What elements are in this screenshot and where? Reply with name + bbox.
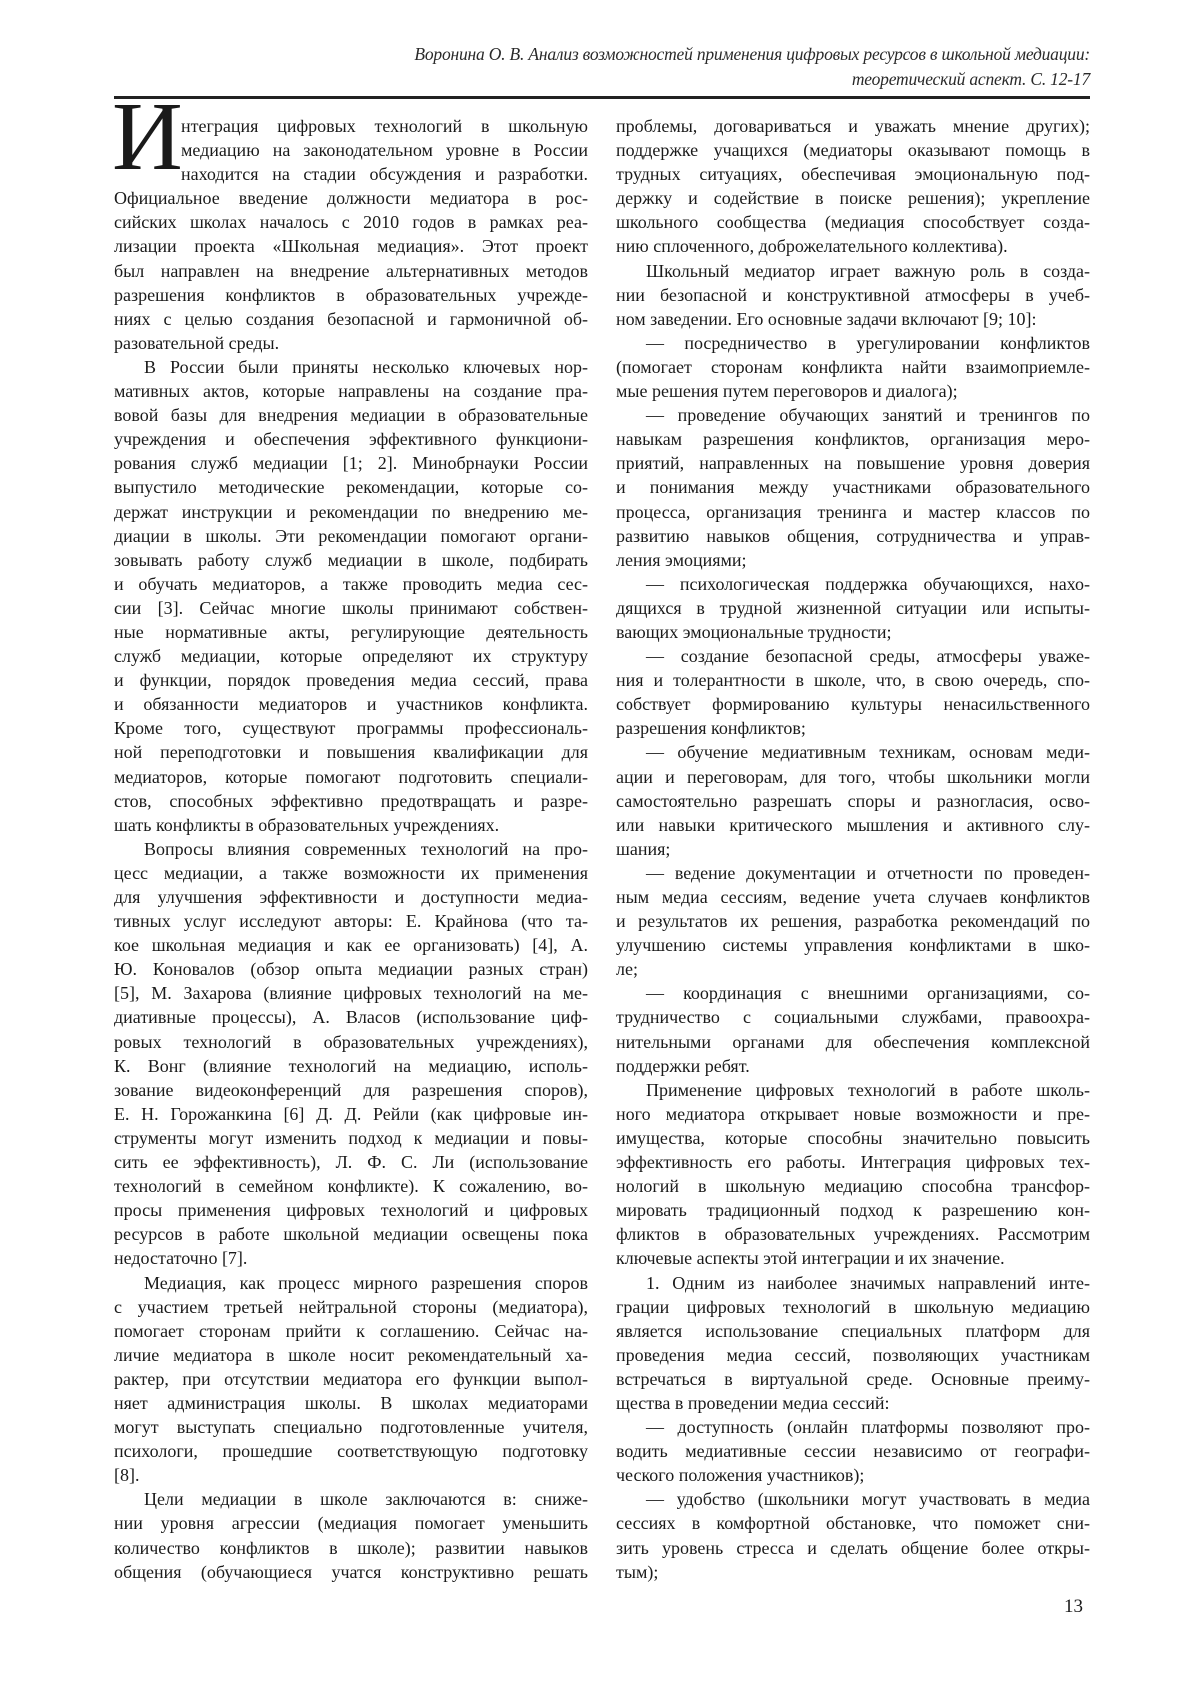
text-line: шать конфликты в образовательных учреждениях.	[114, 813, 588, 837]
text-line: — удобство (школьники могут участвовать в медиа	[616, 1487, 1090, 1511]
text-line: рактер, при отсутствии медиатора его функции выпол-	[114, 1367, 588, 1391]
text-line: помогает сторонам прийти к соглашению. Сейчас на-	[114, 1319, 588, 1343]
right-column	[616, 114, 1090, 1584]
text-line: школьного сообщества (медиация способствует созда-	[616, 210, 1090, 234]
text-line: Официальное введение должности медиатора в рос-	[114, 186, 588, 210]
text-line: общения (обучающиеся учатся конструктивно решать	[114, 1560, 588, 1584]
text-line: процесса, организация тренинга и мастер классов по	[616, 500, 1090, 524]
text-line: поддержке учащихся (медиаторы оказывают помощь в	[616, 138, 1090, 162]
text-line: В России были приняты несколько ключевых нор-	[114, 355, 588, 379]
text-line: нии уровня агрессии (медиация помогает уменьшить	[114, 1511, 588, 1535]
text-line: личие медиатора в школе носит рекомендательный ха-	[114, 1343, 588, 1367]
text-line: дящихся в трудной жизненной ситуации или испыты-	[616, 596, 1090, 620]
text-line: Школьный медиатор играет важную роль в созда-	[616, 259, 1090, 283]
text-line: К. Вонг (влияние технологий на медиацию, исполь-	[114, 1054, 588, 1078]
text-line: лизации проекта «Школьная медиация». Этот проект	[114, 234, 588, 258]
paragraph	[114, 114, 588, 355]
text-line: и понимания между участниками образовательного	[616, 475, 1090, 499]
text-line: Цели медиации в школе заключаются в: сниже-	[114, 1487, 588, 1511]
paragraph	[616, 403, 1090, 572]
text-line: вающих эмоциональные трудности;	[616, 620, 1090, 644]
text-line: кое школьная медиация и как ее организовать) [4], А.	[114, 933, 588, 957]
text-line: ным медиа сессиям, ведение учета случаев конфликтов	[616, 885, 1090, 909]
text-line: — доступность (онлайн платформы позволяют про-	[616, 1415, 1090, 1439]
paragraph	[114, 355, 588, 837]
text-line: просы применения цифровых технологий и цифровых	[114, 1198, 588, 1222]
text-line: является использование специальных платформ для	[616, 1319, 1090, 1343]
text-line: разрешения конфликтов в образовательных учрежде-	[114, 283, 588, 307]
paragraph	[616, 740, 1090, 860]
paragraph	[114, 837, 588, 1271]
text-line: — проведение обучающих занятий и тренингов по	[616, 403, 1090, 427]
text-line: 1. Одним из наиболее значимых направлений инте-	[616, 1271, 1090, 1295]
paragraph	[616, 1487, 1090, 1583]
header-rule	[114, 96, 1090, 99]
text-line: проблемы, договариваться и уважать мнение других);	[616, 114, 1090, 138]
text-line: эффективность его работы. Интеграция цифровых тех-	[616, 1150, 1090, 1174]
paragraph	[616, 644, 1090, 740]
text-line: развитию навыков общения, сотрудничества и управ-	[616, 524, 1090, 548]
text-line: рования служб медиации [1; 2]. Минобрнауки России	[114, 451, 588, 475]
text-line: зить уровень стресса и сделать общение более откры-	[616, 1536, 1090, 1560]
paragraph	[616, 981, 1090, 1077]
text-line: ной переподготовки и повышения квалификации для	[114, 740, 588, 764]
text-line: выпустило методические рекомендации, которые со-	[114, 475, 588, 499]
text-line: медиацию на законодательном уровне в России	[114, 138, 588, 162]
text-line: ные нормативные акты, регулирующие деятельность	[114, 620, 588, 644]
text-line: нтеграция цифровых технологий в школьную	[114, 114, 588, 138]
text-line: (помогает сторонам конфликта найти взаимоприемле-	[616, 355, 1090, 379]
text-line: ровых технологий в образовательных учреждениях),	[114, 1030, 588, 1054]
text-line: — обучение медиативным техникам, основам меди-	[616, 740, 1090, 764]
paragraph	[616, 1271, 1090, 1416]
text-line: ресурсов в работе школьной медиации освещены пока	[114, 1222, 588, 1246]
text-line: встречаться в виртуальной среде. Основные преиму-	[616, 1367, 1090, 1391]
paragraph	[616, 1415, 1090, 1487]
text-line: мативных актов, которые направлены на создание пра-	[114, 379, 588, 403]
text-line: навыкам разрешения конфликтов, организация меро-	[616, 427, 1090, 451]
text-line: улучшению системы управления конфликтами в шко-	[616, 933, 1090, 957]
text-line: и результатов их решения, разработка рекомендаций по	[616, 909, 1090, 933]
text-line: трудничество с социальными службами, правоохра-	[616, 1005, 1090, 1029]
text-line: [8].	[114, 1463, 588, 1487]
text-line: фликтов в образовательных учреждениях. Рассмотрим	[616, 1222, 1090, 1246]
text-line: психологи, прошедшие соответствующую подготовку	[114, 1439, 588, 1463]
text-line: количество конфликтов в школе); развитии навыков	[114, 1536, 588, 1560]
text-line: или навыки критического мышления и активного слу-	[616, 813, 1090, 837]
text-line: диации в школы. Эти рекомендации помогают органи-	[114, 524, 588, 548]
text-line: ниях с целью создания безопасной и гармоничной об-	[114, 307, 588, 331]
paragraph	[616, 861, 1090, 981]
text-line: цесс медиации, а также возможности их применения	[114, 861, 588, 885]
text-line: трудных ситуациях, обеспечивая эмоциональную под-	[616, 162, 1090, 186]
text-line: — координация с внешними организациями, со-	[616, 981, 1090, 1005]
text-line: тивных услуг исследуют авторы: Е. Крайнова (что та-	[114, 909, 588, 933]
text-line: грации цифровых технологий в школьную медиацию	[616, 1295, 1090, 1319]
text-line: зовывать работу служб медиации в школе, подбирать	[114, 548, 588, 572]
text-line: ческого положения участников);	[616, 1463, 1090, 1487]
text-line: медиаторов, которые помогают подготовить специали-	[114, 765, 588, 789]
paragraph	[114, 1487, 588, 1583]
text-line: самостоятельно разрешать споры и разногласия, осво-	[616, 789, 1090, 813]
text-line: — посредничество в урегулировании конфликтов	[616, 331, 1090, 355]
text-line: сийских школах началось с 2010 годов в рамках реа-	[114, 210, 588, 234]
text-line: шания;	[616, 837, 1090, 861]
text-line: разовательной среды.	[114, 331, 588, 355]
text-line: учреждения и обеспечения эффективного функциони-	[114, 427, 588, 451]
text-line: и функции, порядок проведения медиа сессий, права	[114, 668, 588, 692]
text-line: Ю. Коновалов (обзор опыта медиации разных стран)	[114, 957, 588, 981]
text-line: нии безопасной и конструктивной атмосферы в учеб-	[616, 283, 1090, 307]
text-line: был направлен на внедрение альтернативных методов	[114, 259, 588, 283]
page-number: 13	[1064, 1596, 1083, 1618]
text-line: ления эмоциями;	[616, 548, 1090, 572]
paragraph	[616, 572, 1090, 644]
text-line: ного медиатора открывает новые возможности и пре-	[616, 1102, 1090, 1126]
text-line: Е. Н. Горожанкина [6] Д. Д. Рейли (как цифровые ин-	[114, 1102, 588, 1126]
text-line: Медиация, как процесс мирного разрешения споров	[114, 1271, 588, 1295]
paragraph	[616, 114, 1090, 259]
text-line: могут выступать специально подготовленные учителя,	[114, 1415, 588, 1439]
text-line: нию сплоченного, доброжелательного коллектива).	[616, 234, 1090, 258]
text-line: диативные процессы), А. Власов (использование циф-	[114, 1005, 588, 1029]
text-line: имущества, которые способны значительно повысить	[616, 1126, 1090, 1150]
text-line: водить медиативные сессии независимо от географи-	[616, 1439, 1090, 1463]
text-line: ации и переговорам, для того, чтобы школьники могли	[616, 765, 1090, 789]
text-line: собствует формированию культуры ненасильственного	[616, 692, 1090, 716]
text-line: ния и толерантности в школе, что, в свою очередь, спо-	[616, 668, 1090, 692]
text-line: нительными органами для обеспечения комплексной	[616, 1030, 1090, 1054]
text-line: стов, способных эффективно предотвращать и разре-	[114, 789, 588, 813]
text-line: технологий в семейном конфликте). К сожалению, во-	[114, 1174, 588, 1198]
paragraph	[114, 1271, 588, 1488]
running-head-line-1: Воронина О. В. Анализ возможностей применения цифровых ресурсов в школьной медиации:	[414, 42, 1090, 67]
text-line: вовой базы для внедрения медиации в образовательные	[114, 403, 588, 427]
text-line: держат инструкции и рекомендации по внедрению ме-	[114, 500, 588, 524]
running-head-line-2: теоретический аспект. С. 12-17	[414, 67, 1090, 92]
text-line: сить ее эффективность), Л. Ф. С. Ли (использование	[114, 1150, 588, 1174]
text-line: тым);	[616, 1560, 1090, 1584]
text-line: находится на стадии обсуждения и разработки.	[114, 162, 588, 186]
text-line: нологий в школьную медиацию способна трансфор-	[616, 1174, 1090, 1198]
text-line: поддержки ребят.	[616, 1054, 1090, 1078]
text-line: приятий, направленных на повышение уровня доверия	[616, 451, 1090, 475]
text-line: держку и содействие в поиске решения); укрепление	[616, 186, 1090, 210]
text-line: ле;	[616, 957, 1090, 981]
text-line: сессиях в комфортной обстановке, что поможет сни-	[616, 1511, 1090, 1535]
paragraph	[616, 1078, 1090, 1271]
text-line: Применение цифровых технологий в работе школь-	[616, 1078, 1090, 1102]
text-line: струменты могут изменить подход к медиации и повы-	[114, 1126, 588, 1150]
left-column	[114, 114, 588, 1584]
text-line: зование видеоконференций для разрешения споров),	[114, 1078, 588, 1102]
paragraph	[616, 331, 1090, 403]
text-line: проведения медиа сессий, позволяющих участникам	[616, 1343, 1090, 1367]
text-line: няет администрация школы. В школах медиаторами	[114, 1391, 588, 1415]
text-line: мировать традиционный подход к разрешению кон-	[616, 1198, 1090, 1222]
text-line: — психологическая поддержка обучающихся, нахо-	[616, 572, 1090, 596]
text-line: мые решения путем переговоров и диалога);	[616, 379, 1090, 403]
text-line: служб медиации, которые определяют их структуру	[114, 644, 588, 668]
text-line: разрешения конфликтов;	[616, 716, 1090, 740]
text-line: ном заведении. Его основные задачи включают [9; 10]:	[616, 307, 1090, 331]
text-line: [5], М. Захарова (влияние цифровых технологий на ме-	[114, 981, 588, 1005]
text-line: сии [3]. Сейчас многие школы принимают собствен-	[114, 596, 588, 620]
text-line: и обязанности медиаторов и участников конфликта.	[114, 692, 588, 716]
running-head	[414, 42, 1090, 92]
text-line: для улучшения эффективности и доступности медиа-	[114, 885, 588, 909]
text-line: и обучать медиаторов, а также проводить медиа сес-	[114, 572, 588, 596]
text-line: щества в проведении медиа сессий:	[616, 1391, 1090, 1415]
text-line: — создание безопасной среды, атмосферы уваже-	[616, 644, 1090, 668]
drop-cap: И	[112, 88, 183, 186]
text-line: с участием третьей нейтральной стороны (медиатора),	[114, 1295, 588, 1319]
paragraph	[616, 259, 1090, 331]
text-line: недостаточно [7].	[114, 1246, 588, 1270]
text-line: ключевые аспекты этой интеграции и их значение.	[616, 1246, 1090, 1270]
text-line: Вопросы влияния современных технологий на про-	[114, 837, 588, 861]
text-line: — ведение документации и отчетности по проведен-	[616, 861, 1090, 885]
text-line: Кроме того, существуют программы профессиональ-	[114, 716, 588, 740]
